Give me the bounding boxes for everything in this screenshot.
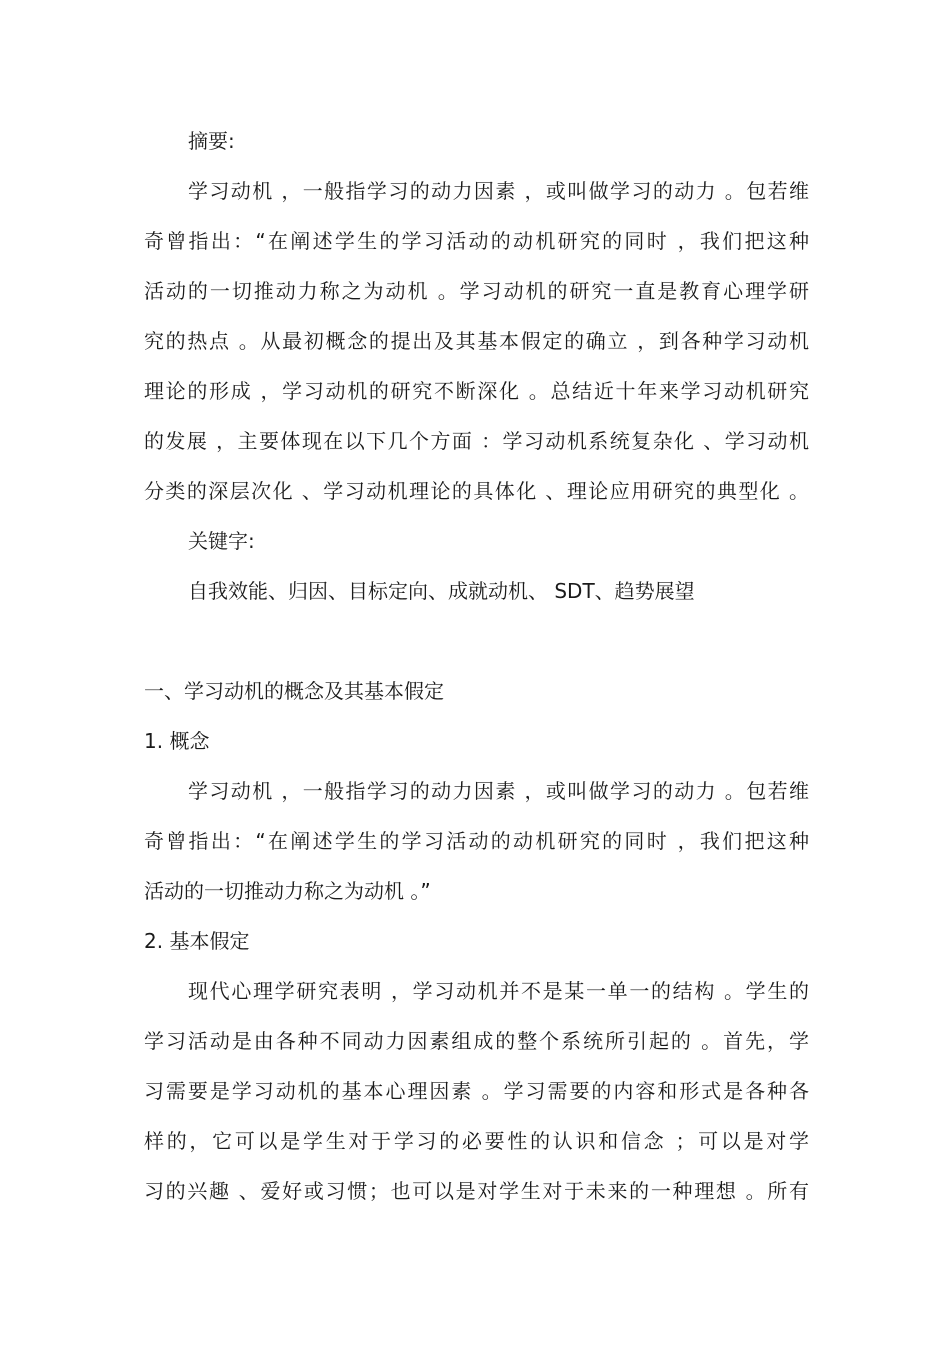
assumption-line-5: 习的兴趣 、爱好或习惯；也可以是对学生对于未来的一种理想 。所有 — [144, 1179, 809, 1203]
abstract-line-7: 分类的深层次化 、学习动机理论的具体化 、理论应用研究的典型化 。 — [144, 479, 809, 503]
concept-line-3: 活动的一切推动力称之为动机 。” — [144, 879, 431, 903]
abstract-line-2: 奇曾指出：“在阐述学生的学习活动的动机研究的同时 ，我们把这种 — [144, 229, 809, 253]
assumption-line-1: 现代心理学研究表明 ，学习动机并不是某一单一的结构 。学生的 — [188, 979, 809, 1003]
keywords-heading: 关键字: — [188, 529, 255, 553]
assumption-line-2: 学习活动是由各种不同动力因素组成的整个系统所引起的 。首先，学 — [144, 1029, 809, 1053]
abstract-line-3: 活动的一切推动力称之为动机 。学习动机的研究一直是教育心理学研 — [144, 279, 809, 303]
assumption-line-3: 习需要是学习动机的基本心理因素 。学习需要的内容和形式是各种各 — [144, 1079, 809, 1103]
abstract-line-4: 究的热点 。从最初概念的提出及其基本假定的确立 ，到各种学习动机 — [144, 329, 809, 353]
abstract-line-6: 的发展 ，主要体现在以下几个方面 ：学习动机系统复杂化 、学习动机 — [144, 429, 809, 453]
subsection-1-title: 1. 概念 — [144, 729, 210, 753]
keywords-text: 自我效能、归因、目标定向、成就动机、 SDT、趋势展望 — [188, 579, 695, 603]
concept-line-2: 奇曾指出：“在阐述学生的学习活动的动机研究的同时 ，我们把这种 — [144, 829, 809, 853]
abstract-line-5: 理论的形成 ，学习动机的研究不断深化 。总结近十年来学习动机研究 — [144, 379, 809, 403]
assumption-line-4: 样的，它可以是学生对于学习的必要性的认识和信念 ；可以是对学 — [144, 1129, 809, 1153]
concept-line-1: 学习动机 ，一般指学习的动力因素 ，或叫做学习的动力 。包若维 — [188, 779, 809, 803]
abstract-line-1: 学习动机 ，一般指学习的动力因素 ，或叫做学习的动力 。包若维 — [188, 179, 809, 203]
section-1-title: 一、学习动机的概念及其基本假定 — [144, 679, 444, 703]
abstract-heading: 摘要: — [188, 129, 235, 153]
subsection-2-title: 2. 基本假定 — [144, 929, 250, 953]
